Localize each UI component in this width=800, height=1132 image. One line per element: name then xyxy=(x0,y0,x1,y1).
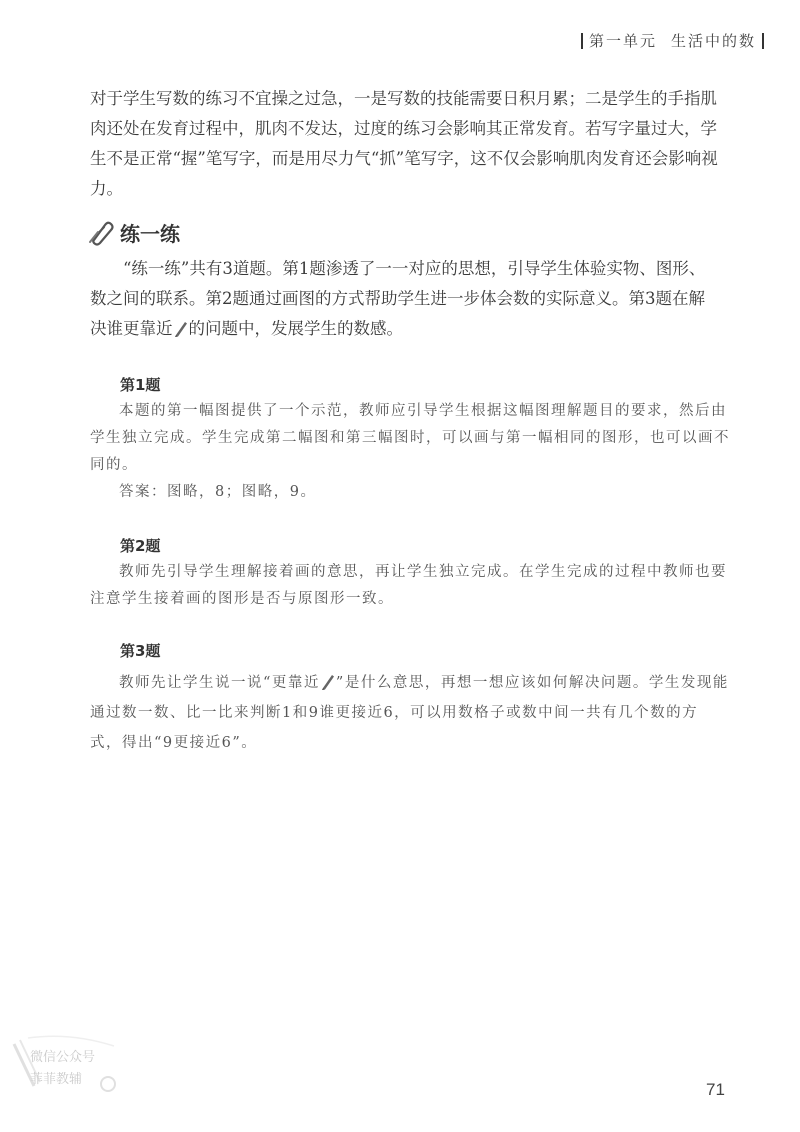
question-3-body-part2: ”是什么意思，再想一想应该如何解决问题。学生发现能通过数一数、比一比来判断1和9谁更接近6，可以用数格子或数中间一共有几个数的方式，得出“9更接近6”。 xyxy=(90,675,729,751)
question-1-answer: 答案：图略，8；图略，9。 xyxy=(119,484,317,500)
question-1-body: 本题的第一幅图提供了一个示范，教师应引导学生根据这幅图理解题目的要求，然后由学生独立完成。学生完成第二幅图和第三幅图时，可以画与第一幅相同的图形，也可以画不同的。 xyxy=(90,403,730,473)
watermark-line1: 微信公众号 xyxy=(30,1050,96,1065)
question-2-title: 第2题 xyxy=(120,537,161,555)
intro-paragraph: 对于学生写数的练习不宜操之过急，一是写数的技能需要日积月累；二是学生的手指肌肉还处在发育过程中，肌肉不发达，过度的练习会影响其正常发育。若写字量过大，学生不是正常“握”笔写字，而是用尽力气“抓”笔写字，这不仅会影响肌肉发育还会影响视力。 xyxy=(90,89,718,198)
question-3-body xyxy=(90,668,730,758)
section-paragraph-part1: “练一练”共有3道题。第1题渗透了一一对应的思想，引导学生体验实物、图形、数之间的联系。第2题通过画图的方式帮助学生进一步体会数的实际意义。第3题在解决谁更靠近 xyxy=(90,259,706,338)
running-header xyxy=(575,30,770,51)
header-left-bar xyxy=(581,33,583,49)
question-1-title: 第1题 xyxy=(120,376,161,394)
section-paragraph xyxy=(90,254,720,344)
pencil-icon xyxy=(173,319,189,337)
question-2-body: 教师先引导学生理解接着画的意思，再让学生独立完成。在学生完成的过程中教师也要注意学生接着画的图形是否与原图形一致。 xyxy=(90,564,727,607)
paperclip-icon xyxy=(88,220,116,246)
watermark xyxy=(10,1034,120,1098)
page-number: 71 xyxy=(706,1080,725,1099)
header-right-bar xyxy=(762,33,764,49)
section-paragraph-part2: 的问题中，发展学生的数感。 xyxy=(188,319,403,338)
header-unit: 第一单元 xyxy=(588,32,657,50)
watermark-pencil-icon xyxy=(10,1034,120,1098)
question-3-body-part1: 教师先让学生说一说“更靠近 xyxy=(119,675,320,691)
pencil-icon xyxy=(320,672,336,690)
watermark-line2: 菲菲教辅 xyxy=(30,1072,83,1087)
section-heading xyxy=(88,218,180,247)
section-heading-text: 练一练 xyxy=(120,222,180,246)
header-title: 生活中的数 xyxy=(670,32,756,50)
question-3-title: 第3题 xyxy=(120,642,161,660)
